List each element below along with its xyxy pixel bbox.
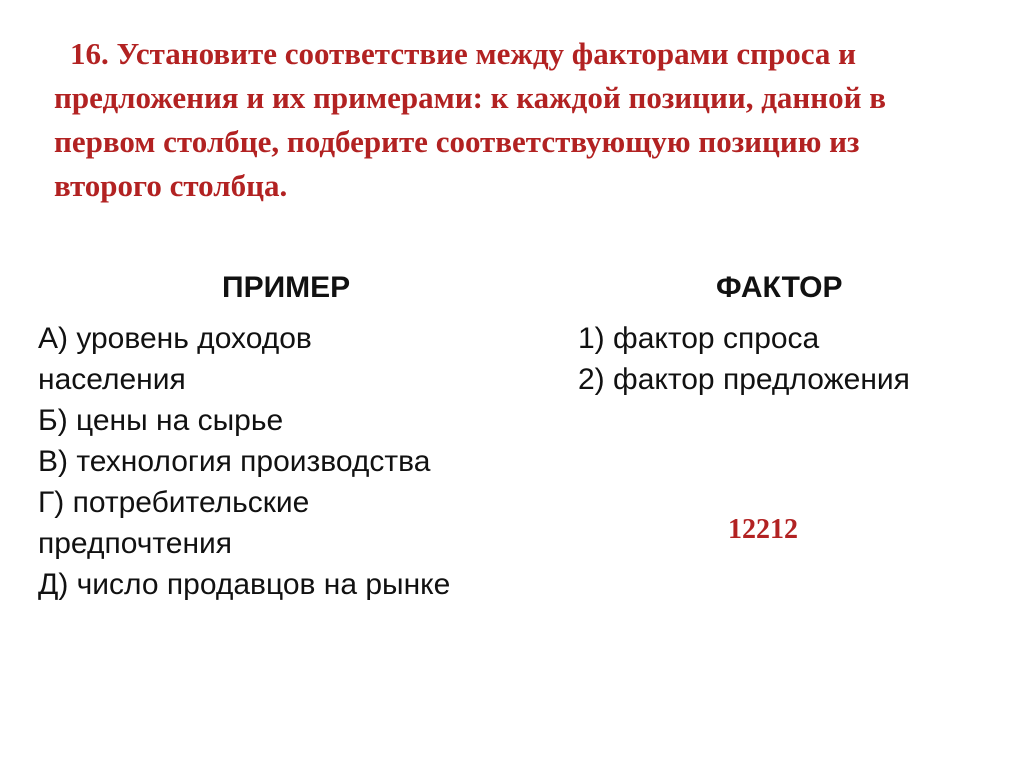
example-item: Г) потребительские: [38, 486, 310, 519]
example-item: Д) число продавцов на рынке: [38, 568, 451, 601]
examples-column-header: ПРИМЕР: [222, 271, 351, 304]
example-item: Б) цены на сырье: [38, 404, 284, 437]
example-item: предпочтения: [38, 527, 233, 560]
question-line: предложения и их примерами: к каждой позиции, данной в: [54, 80, 886, 115]
question-text: [54, 32, 994, 208]
examples-list: [38, 318, 450, 605]
question-line: первом столбце, подберите соответствующую позицию из: [54, 124, 860, 159]
example-item: В) технология производства: [38, 445, 431, 478]
factor-item: 1) фактор спроса: [578, 322, 820, 355]
question-line: второго столбца.: [54, 168, 288, 203]
factors-list: [578, 318, 910, 400]
question-line: 16. Установите соответствие между факторами спроса и: [70, 36, 856, 71]
factors-column-header: ФАКТОР: [716, 271, 843, 304]
example-item: А) уровень доходов: [38, 322, 312, 355]
example-item: населения: [38, 363, 186, 396]
factor-item: 2) фактор предложения: [578, 363, 910, 396]
answer-text: 12212: [728, 514, 798, 545]
